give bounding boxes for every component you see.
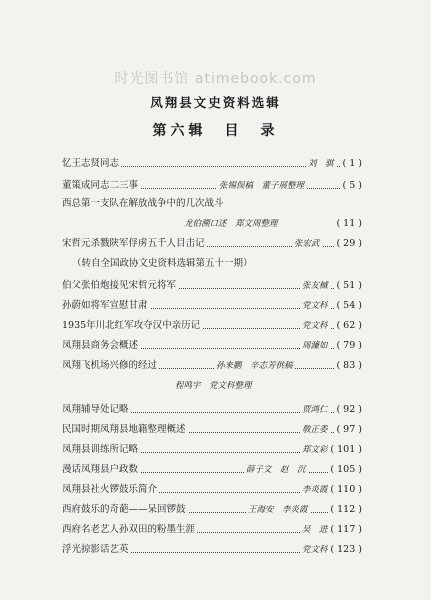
volume-title: 第六辑 目 录 bbox=[152, 123, 279, 139]
toc-entry bbox=[62, 542, 362, 558]
entry-author: 刘 骐 bbox=[306, 156, 336, 172]
entry-page: ( 79 ) bbox=[334, 338, 362, 354]
entry-title: 凤翔县训练所记略 bbox=[62, 442, 140, 458]
entry-page: ( 62 ) bbox=[334, 318, 362, 334]
entry-title: 宋哲元杀戮陕军俘虏五千人目击记 bbox=[62, 236, 207, 252]
series-title: 凤翔县文史资料选辑 bbox=[150, 95, 281, 110]
entry-page: ( 101 ) bbox=[328, 442, 362, 458]
entry-page: ( 105 ) bbox=[328, 462, 362, 478]
toc-entry bbox=[62, 502, 362, 518]
entry-author: 孙来鹏 辛志芳供稿 bbox=[214, 358, 295, 374]
toc-entry bbox=[62, 442, 362, 458]
watermark: 时光图书馆 atimebook.com bbox=[114, 71, 317, 87]
entry-title: 西总第一支队在解放战争中的几次战斗 bbox=[62, 198, 224, 209]
entry-author: 张宏武 bbox=[292, 236, 322, 252]
entry-author: 党文科 bbox=[300, 318, 330, 334]
toc-entry bbox=[62, 522, 362, 538]
entry-page: ( 51 ) bbox=[334, 278, 362, 294]
entry-title: 凤翔县社火锣鼓乐简介 bbox=[62, 482, 159, 498]
toc-entry bbox=[62, 156, 362, 172]
toc-entry bbox=[62, 318, 362, 334]
entry-title: 西府鼓乐的奇葩——呆回锣鼓 bbox=[62, 502, 188, 518]
entry-author: 程鸣宇 党文科整理 bbox=[175, 381, 252, 391]
entry-title: 伯父张伯炮接见宋哲元将军 bbox=[62, 278, 178, 294]
entry-page: ( 97 ) bbox=[334, 422, 362, 438]
entry-author: 王海安 李炎霞 bbox=[246, 502, 310, 518]
entry-page: ( 29 ) bbox=[334, 236, 362, 252]
entry-page: ( 117 ) bbox=[328, 522, 362, 538]
entry-title: 民国时期凤翔县地籍整理概述 bbox=[62, 422, 188, 438]
toc-entry bbox=[62, 178, 362, 194]
toc-entry bbox=[62, 482, 362, 498]
toc-entry bbox=[62, 338, 362, 354]
entry-author: 党文科 bbox=[300, 542, 330, 558]
toc-entry bbox=[62, 358, 362, 374]
entry-author: 张友槭 bbox=[300, 278, 330, 294]
entry-page: ( 83 ) bbox=[334, 358, 362, 374]
entry-author: 吴 进 bbox=[300, 522, 330, 538]
entry-title: 浮光掠影话艺英 bbox=[62, 542, 131, 558]
entry-title: （转自全国政协文史资料选辑第五十一期） bbox=[72, 258, 253, 269]
entry-title: 凤翔飞机场兴修的经过 bbox=[62, 358, 159, 374]
entry-page: ( 110 ) bbox=[328, 482, 362, 498]
toc-entry bbox=[62, 236, 362, 252]
entry-title: 孙蔚如将军宣慰甘肃 bbox=[62, 298, 150, 314]
entry-author: 周濂如 bbox=[300, 338, 330, 354]
entry-author: 党文科 bbox=[300, 298, 330, 314]
entry-author: 贾鸿仁 bbox=[300, 402, 330, 418]
entry-page: ( 5 ) bbox=[341, 178, 363, 194]
entry-author: 龙伯溯口述 郑文周整理 bbox=[182, 216, 280, 232]
entry-title: 忆王志贤同志 bbox=[62, 156, 121, 172]
entry-page: ( 123 ) bbox=[328, 542, 362, 558]
entry-author: 敬正委 bbox=[300, 422, 330, 438]
entry-title: 凤翔县商务会概述 bbox=[62, 338, 140, 354]
toc-entry bbox=[62, 298, 362, 314]
toc-entry bbox=[62, 278, 362, 294]
entry-page: ( 112 ) bbox=[328, 502, 362, 518]
toc-entry bbox=[62, 462, 362, 478]
entry-title: 漫话凤翔县户政数 bbox=[62, 462, 140, 478]
entry-author: 李炎霞 bbox=[300, 482, 330, 498]
entry-author: 郑文彩 bbox=[300, 442, 330, 458]
entry-page: ( 11 ) bbox=[334, 216, 362, 232]
entry-author: 张锡俣稿 董子展整理 bbox=[217, 178, 306, 194]
entry-title: 凤翔辅导处记略 bbox=[62, 402, 131, 418]
entry-title: 1935年川北红军攻夺汉中亲历记 bbox=[62, 318, 202, 334]
entry-author: 薛子文 赵 沉 bbox=[244, 462, 308, 478]
entry-title: 董策成同志二三事 bbox=[62, 178, 140, 194]
entry-page: ( 1 ) bbox=[341, 156, 363, 172]
toc-entry bbox=[62, 422, 362, 438]
entry-page: ( 92 ) bbox=[334, 402, 362, 418]
entry-page: ( 54 ) bbox=[334, 298, 362, 314]
toc-entry bbox=[62, 402, 362, 418]
entry-title: 西府名老艺人孙双田的粉墨生涯 bbox=[62, 522, 197, 538]
toc-entry bbox=[62, 216, 362, 232]
